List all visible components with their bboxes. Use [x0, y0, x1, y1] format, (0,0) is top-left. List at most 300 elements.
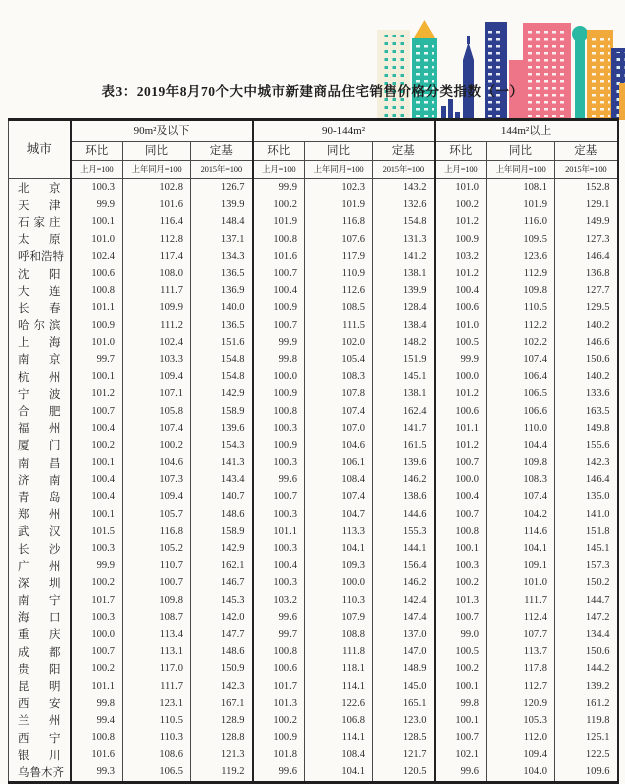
index-value-cell: 105.7: [123, 506, 191, 523]
index-value-cell: 128.9: [191, 712, 253, 729]
base-header: 上年同月=100: [487, 161, 555, 179]
index-value-cell: 108.1: [487, 179, 555, 197]
index-value-cell: 103.2: [435, 248, 487, 265]
index-value-cell: 150.2: [555, 574, 618, 591]
index-value-cell: 154.8: [191, 351, 253, 368]
index-value-cell: 109.4: [123, 488, 191, 505]
city-name: 乌鲁木齐: [9, 763, 71, 782]
index-value-cell: 142.0: [191, 609, 253, 626]
index-value-cell: 106.5: [487, 385, 555, 402]
index-value-cell: 107.4: [487, 351, 555, 368]
index-value-cell: 108.4: [305, 746, 373, 763]
table-row: [9, 523, 618, 540]
index-value-cell: 107.4: [305, 402, 373, 419]
index-value-cell: 101.2: [435, 437, 487, 454]
index-value-cell: 139.9: [191, 196, 253, 213]
index-value-cell: 101.1: [253, 523, 305, 540]
index-value-cell: 150.6: [555, 351, 618, 368]
index-value-cell: 108.5: [305, 299, 373, 316]
index-value-cell: 116.8: [305, 213, 373, 230]
index-value-cell: 116.0: [487, 213, 555, 230]
index-value-cell: 117.4: [123, 248, 191, 265]
index-value-cell: 111.7: [123, 677, 191, 694]
index-value-cell: 100.5: [435, 643, 487, 660]
index-value-cell: 110.9: [305, 265, 373, 282]
index-value-cell: 144.6: [373, 506, 435, 523]
table-row: [9, 763, 618, 782]
group-header-144-above: 144m²以上: [435, 120, 618, 142]
city-name: 西安: [9, 695, 71, 712]
index-value-cell: 100.2: [435, 196, 487, 213]
index-value-cell: 145.0: [373, 677, 435, 694]
index-value-cell: 101.6: [71, 746, 123, 763]
index-value-cell: 100.2: [435, 660, 487, 677]
index-value-cell: 101.3: [435, 592, 487, 609]
index-value-cell: 107.7: [487, 626, 555, 643]
index-value-cell: 117.9: [305, 248, 373, 265]
index-value-cell: 100.2: [435, 574, 487, 591]
index-value-cell: 100.8: [253, 231, 305, 248]
sub-header: 同比: [305, 142, 373, 161]
index-value-cell: 104.1: [487, 540, 555, 557]
index-value-cell: 112.2: [487, 317, 555, 334]
sub-header: 同比: [123, 142, 191, 161]
index-value-cell: 136.8: [555, 265, 618, 282]
index-value-cell: 100.0: [71, 626, 123, 643]
index-value-cell: 123.0: [373, 712, 435, 729]
city-name: 银川: [9, 746, 71, 763]
city-name: 上海: [9, 334, 71, 351]
index-value-cell: 100.3: [253, 574, 305, 591]
index-value-cell: 99.7: [253, 626, 305, 643]
table-row: [9, 402, 618, 419]
index-value-cell: 129.1: [555, 196, 618, 213]
index-value-cell: 140.0: [191, 299, 253, 316]
index-value-cell: 149.8: [555, 420, 618, 437]
index-value-cell: 146.4: [555, 248, 618, 265]
index-value-cell: 146.2: [373, 471, 435, 488]
index-value-cell: 100.4: [71, 488, 123, 505]
index-value-cell: 110.3: [305, 592, 373, 609]
index-value-cell: 137.0: [373, 626, 435, 643]
index-value-cell: 147.7: [191, 626, 253, 643]
index-value-cell: 108.0: [123, 265, 191, 282]
index-value-cell: 112.4: [487, 609, 555, 626]
index-value-cell: 106.5: [123, 763, 191, 782]
index-value-cell: 101.1: [71, 299, 123, 316]
index-value-cell: 142.9: [191, 540, 253, 557]
index-value-cell: 107.3: [123, 471, 191, 488]
city-name: 长春: [9, 299, 71, 316]
city-name: 大连: [9, 282, 71, 299]
index-value-cell: 114.1: [305, 677, 373, 694]
table-row: [9, 488, 618, 505]
index-value-cell: 120.9: [487, 695, 555, 712]
index-value-cell: 133.6: [555, 385, 618, 402]
city-name: 天津: [9, 196, 71, 213]
index-value-cell: 112.7: [487, 677, 555, 694]
index-value-cell: 99.7: [71, 351, 123, 368]
index-value-cell: 107.9: [305, 609, 373, 626]
city-name: 贵阳: [9, 660, 71, 677]
index-value-cell: 108.4: [305, 471, 373, 488]
index-value-cell: 152.8: [555, 179, 618, 197]
index-value-cell: 100.5: [435, 334, 487, 351]
index-value-cell: 100.7: [253, 265, 305, 282]
index-value-cell: 102.1: [435, 746, 487, 763]
index-value-cell: 99.9: [253, 179, 305, 197]
index-value-cell: 104.1: [305, 763, 373, 782]
index-value-cell: 113.1: [123, 643, 191, 660]
index-value-cell: 100.1: [71, 506, 123, 523]
base-header: 上年同月=100: [305, 161, 373, 179]
index-value-cell: 127.7: [555, 282, 618, 299]
city-name: 北京: [9, 179, 71, 197]
index-value-cell: 101.0: [435, 179, 487, 197]
index-value-cell: 156.4: [373, 557, 435, 574]
index-value-cell: 100.2: [123, 437, 191, 454]
index-value-cell: 100.8: [253, 402, 305, 419]
index-value-cell: 101.7: [253, 677, 305, 694]
index-value-cell: 102.2: [487, 334, 555, 351]
index-value-cell: 155.6: [555, 437, 618, 454]
index-value-cell: 148.6: [191, 643, 253, 660]
index-value-cell: 100.3: [71, 179, 123, 197]
table-header: [9, 120, 618, 179]
index-value-cell: 100.0: [305, 574, 373, 591]
sub-header: 定基: [191, 142, 253, 161]
city-name: 深圳: [9, 574, 71, 591]
index-value-cell: 134.4: [555, 626, 618, 643]
index-value-cell: 100.9: [253, 729, 305, 746]
index-value-cell: 105.3: [487, 712, 555, 729]
index-value-cell: 143.4: [191, 471, 253, 488]
sub-header: 环比: [253, 142, 305, 161]
city-name: 昆明: [9, 677, 71, 694]
index-value-cell: 136.9: [191, 282, 253, 299]
index-value-cell: 126.7: [191, 179, 253, 197]
index-value-cell: 106.6: [487, 402, 555, 419]
city-name: 武汉: [9, 523, 71, 540]
index-value-cell: 100.9: [253, 299, 305, 316]
index-value-cell: 100.3: [253, 454, 305, 471]
index-value-cell: 100.3: [253, 420, 305, 437]
index-value-cell: 111.5: [305, 317, 373, 334]
index-value-cell: 143.2: [373, 179, 435, 197]
index-value-cell: 106.1: [305, 454, 373, 471]
index-value-cell: 158.9: [191, 523, 253, 540]
index-value-cell: 138.1: [373, 265, 435, 282]
index-value-cell: 101.1: [71, 677, 123, 694]
sub-header: 环比: [71, 142, 123, 161]
index-value-cell: 100.2: [253, 196, 305, 213]
city-column-header: 城市: [9, 120, 71, 179]
index-value-cell: 107.1: [123, 385, 191, 402]
index-value-cell: 151.8: [555, 523, 618, 540]
index-value-cell: 100.1: [71, 454, 123, 471]
table-row: [9, 643, 618, 660]
index-value-cell: 100.7: [253, 317, 305, 334]
table-row: [9, 213, 618, 230]
index-value-cell: 101.9: [305, 196, 373, 213]
city-name: 石家庄: [9, 213, 71, 230]
index-value-cell: 139.2: [555, 677, 618, 694]
index-value-cell: 101.5: [71, 523, 123, 540]
index-value-cell: 155.3: [373, 523, 435, 540]
index-value-cell: 100.1: [435, 712, 487, 729]
index-value-cell: 148.2: [373, 334, 435, 351]
index-value-cell: 146.7: [191, 574, 253, 591]
index-value-cell: 100.9: [435, 231, 487, 248]
index-value-cell: 100.4: [71, 420, 123, 437]
price-index-table: [8, 118, 619, 784]
index-value-cell: 101.0: [71, 334, 123, 351]
index-value-cell: 128.4: [373, 299, 435, 316]
index-value-cell: 146.4: [555, 471, 618, 488]
city-name: 西宁: [9, 729, 71, 746]
index-value-cell: 99.3: [71, 763, 123, 782]
index-value-cell: 122.6: [305, 695, 373, 712]
index-value-cell: 142.3: [555, 454, 618, 471]
index-value-cell: 107.6: [305, 231, 373, 248]
index-value-cell: 100.2: [71, 660, 123, 677]
index-value-cell: 107.4: [487, 488, 555, 505]
table-row: [9, 179, 618, 197]
index-value-cell: 99.9: [71, 557, 123, 574]
index-value-cell: 165.1: [373, 695, 435, 712]
index-value-cell: 151.6: [191, 334, 253, 351]
index-value-cell: 113.7: [487, 643, 555, 660]
index-value-cell: 100.3: [71, 540, 123, 557]
index-value-cell: 139.6: [191, 420, 253, 437]
index-value-cell: 151.9: [373, 351, 435, 368]
index-value-cell: 128.5: [373, 729, 435, 746]
index-value-cell: 154.8: [373, 213, 435, 230]
index-value-cell: 125.1: [555, 729, 618, 746]
city-name: 南京: [9, 351, 71, 368]
index-value-cell: 100.2: [71, 574, 123, 591]
index-value-cell: 109.4: [123, 368, 191, 385]
index-value-cell: 112.6: [305, 282, 373, 299]
city-name: 成都: [9, 643, 71, 660]
index-value-cell: 158.9: [191, 402, 253, 419]
index-value-cell: 141.2: [373, 248, 435, 265]
index-value-cell: 100.6: [71, 265, 123, 282]
index-value-cell: 104.4: [487, 437, 555, 454]
index-value-cell: 107.4: [305, 488, 373, 505]
index-value-cell: 132.6: [373, 196, 435, 213]
page-title: 表3：2019年8月70个大中城市新建商品住宅销售价格分类指数（一）: [101, 84, 524, 99]
index-value-cell: 107.0: [305, 420, 373, 437]
table-row: [9, 334, 618, 351]
table-row: [9, 368, 618, 385]
base-header: 2015年=100: [555, 161, 618, 179]
index-value-cell: 119.2: [191, 763, 253, 782]
table-row: [9, 299, 618, 316]
table-row: [9, 557, 618, 574]
index-value-cell: 100.6: [435, 402, 487, 419]
index-value-cell: 107.4: [123, 420, 191, 437]
index-value-cell: 161.5: [373, 437, 435, 454]
index-value-cell: 136.5: [191, 317, 253, 334]
index-value-cell: 108.6: [123, 746, 191, 763]
index-value-cell: 110.0: [487, 420, 555, 437]
index-value-cell: 110.7: [123, 557, 191, 574]
index-value-cell: 146.6: [555, 334, 618, 351]
index-value-cell: 113.4: [123, 626, 191, 643]
city-name: 南宁: [9, 592, 71, 609]
index-value-cell: 109.6: [555, 763, 618, 782]
index-value-cell: 110.5: [487, 299, 555, 316]
city-name: 呼和浩特: [9, 248, 71, 265]
index-value-cell: 104.0: [487, 763, 555, 782]
city-name: 合肥: [9, 402, 71, 419]
index-value-cell: 114.6: [487, 523, 555, 540]
index-value-cell: 100.4: [435, 282, 487, 299]
index-value-cell: 108.7: [123, 609, 191, 626]
table-row: [9, 317, 618, 334]
index-value-cell: 138.1: [373, 385, 435, 402]
index-value-cell: 123.1: [123, 695, 191, 712]
index-value-cell: 154.8: [191, 368, 253, 385]
index-value-cell: 101.9: [253, 213, 305, 230]
index-value-cell: 111.7: [487, 592, 555, 609]
index-value-cell: 145.1: [555, 540, 618, 557]
index-value-cell: 101.1: [435, 420, 487, 437]
index-value-cell: 100.8: [253, 643, 305, 660]
index-value-cell: 116.4: [123, 213, 191, 230]
index-value-cell: 145.1: [373, 368, 435, 385]
city-name: 南昌: [9, 454, 71, 471]
base-header: 2015年=100: [191, 161, 253, 179]
city-name: 广州: [9, 557, 71, 574]
index-value-cell: 99.6: [435, 763, 487, 782]
index-value-cell: 128.8: [191, 729, 253, 746]
index-value-cell: 142.3: [191, 677, 253, 694]
table-row: [9, 351, 618, 368]
index-value-cell: 150.9: [191, 660, 253, 677]
index-value-cell: 147.2: [555, 609, 618, 626]
index-value-cell: 100.7: [435, 454, 487, 471]
index-value-cell: 101.6: [253, 248, 305, 265]
index-value-cell: 100.0: [435, 471, 487, 488]
index-value-cell: 150.6: [555, 643, 618, 660]
sub-header: 环比: [435, 142, 487, 161]
index-value-cell: 137.1: [191, 231, 253, 248]
index-value-cell: 100.4: [435, 488, 487, 505]
city-name: 沈阳: [9, 265, 71, 282]
index-value-cell: 99.9: [71, 196, 123, 213]
index-value-cell: 104.7: [305, 506, 373, 523]
index-value-cell: 100.2: [71, 437, 123, 454]
index-value-cell: 106.8: [305, 712, 373, 729]
index-value-cell: 107.8: [305, 385, 373, 402]
table-row: [9, 437, 618, 454]
index-value-cell: 140.2: [555, 317, 618, 334]
table-row: [9, 660, 618, 677]
index-value-cell: 102.8: [123, 179, 191, 197]
sub-header: 定基: [373, 142, 435, 161]
index-value-cell: 141.0: [555, 506, 618, 523]
table-row: [9, 574, 618, 591]
index-value-cell: 99.8: [435, 695, 487, 712]
sub-header: 同比: [487, 142, 555, 161]
table-row: [9, 746, 618, 763]
index-value-cell: 102.0: [305, 334, 373, 351]
index-value-cell: 100.7: [435, 729, 487, 746]
index-value-cell: 139.9: [373, 282, 435, 299]
index-value-cell: 100.3: [253, 506, 305, 523]
index-value-cell: 100.8: [435, 523, 487, 540]
index-value-cell: 112.0: [487, 729, 555, 746]
index-value-cell: 154.3: [191, 437, 253, 454]
index-value-cell: 108.3: [305, 368, 373, 385]
index-value-cell: 104.1: [305, 540, 373, 557]
index-value-cell: 140.7: [191, 488, 253, 505]
index-value-cell: 100.9: [253, 385, 305, 402]
city-name: 杭州: [9, 368, 71, 385]
index-value-cell: 106.4: [487, 368, 555, 385]
index-value-cell: 100.7: [253, 488, 305, 505]
table-row: [9, 248, 618, 265]
index-value-cell: 139.6: [373, 454, 435, 471]
index-value-cell: 101.0: [435, 317, 487, 334]
index-value-cell: 99.9: [435, 351, 487, 368]
index-value-cell: 99.0: [435, 626, 487, 643]
index-value-cell: 109.8: [487, 454, 555, 471]
index-value-cell: 100.1: [71, 368, 123, 385]
index-value-cell: 99.8: [71, 695, 123, 712]
table-row: [9, 695, 618, 712]
index-value-cell: 99.6: [253, 763, 305, 782]
index-value-cell: 109.8: [487, 282, 555, 299]
index-value-cell: 100.9: [253, 437, 305, 454]
index-value-cell: 108.3: [487, 471, 555, 488]
index-value-cell: 99.6: [253, 609, 305, 626]
index-value-cell: 109.4: [487, 746, 555, 763]
index-value-cell: 114.1: [305, 729, 373, 746]
index-value-cell: 100.1: [435, 540, 487, 557]
index-value-cell: 109.8: [123, 592, 191, 609]
index-value-cell: 109.3: [305, 557, 373, 574]
index-value-cell: 109.5: [487, 231, 555, 248]
index-value-cell: 105.8: [123, 402, 191, 419]
table-row: [9, 265, 618, 282]
table-row: [9, 471, 618, 488]
index-value-cell: 100.3: [253, 540, 305, 557]
index-value-cell: 141.7: [373, 420, 435, 437]
city-name: 太原: [9, 231, 71, 248]
index-value-cell: 110.5: [123, 712, 191, 729]
index-value-cell: 142.4: [373, 592, 435, 609]
index-value-cell: 109.1: [487, 557, 555, 574]
index-value-cell: 134.3: [191, 248, 253, 265]
index-value-cell: 120.5: [373, 763, 435, 782]
table-row: [9, 282, 618, 299]
index-value-cell: 99.8: [253, 351, 305, 368]
index-value-cell: 104.6: [123, 454, 191, 471]
index-value-cell: 163.5: [555, 402, 618, 419]
index-value-cell: 100.1: [71, 213, 123, 230]
table-body: [9, 179, 618, 783]
index-value-cell: 147.4: [373, 609, 435, 626]
index-value-cell: 100.4: [253, 282, 305, 299]
index-value-cell: 101.0: [487, 574, 555, 591]
index-value-cell: 102.4: [71, 248, 123, 265]
index-value-cell: 103.2: [253, 592, 305, 609]
index-value-cell: 119.8: [555, 712, 618, 729]
city-name: 海口: [9, 609, 71, 626]
